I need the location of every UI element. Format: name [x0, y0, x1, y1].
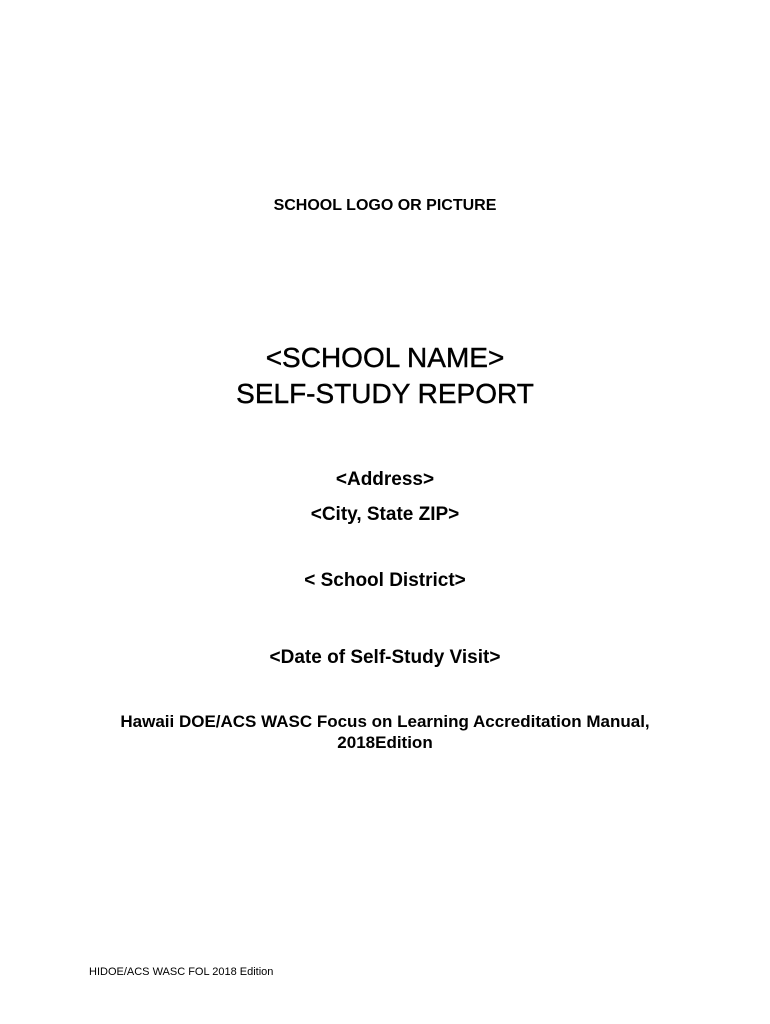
city-state-zip-line: <City, State ZIP>	[310, 504, 460, 525]
report-title: SELF-STUDY REPORT	[236, 378, 534, 409]
visit-date-line: <Date of Self-Study Visit>	[269, 647, 501, 668]
logo-placeholder-text: SCHOOL LOGO OR PICTURE	[273, 197, 497, 214]
page-footer: HIDOE/ACS WASC FOL 2018 Edition	[89, 966, 274, 978]
manual-title-line-2: 2018Edition	[337, 733, 433, 752]
school-name-title: <SCHOOL NAME>	[265, 342, 505, 373]
address-line: <Address>	[335, 469, 435, 490]
manual-title-line-1: Hawaii DOE/ACS WASC Focus on Learning Accreditation Manual,	[120, 712, 650, 731]
school-district-line: < School District>	[304, 570, 466, 591]
